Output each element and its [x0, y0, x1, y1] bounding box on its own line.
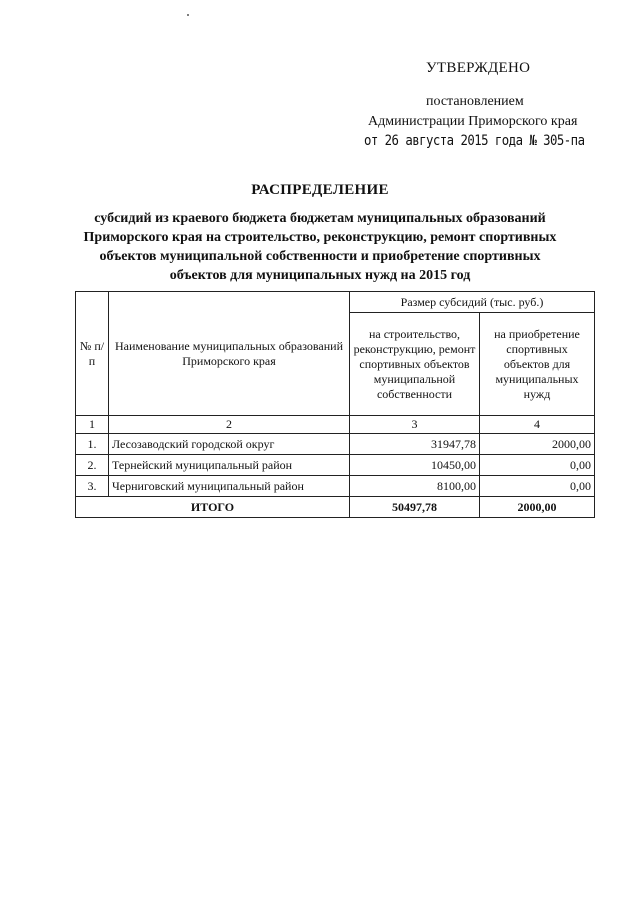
row-num: 2.: [76, 455, 109, 476]
row-num: 3.: [76, 476, 109, 497]
row-col4: 2000,00: [480, 434, 595, 455]
table-row: [76, 434, 595, 455]
title-main: РАСПРЕДЕЛЕНИЕ: [251, 182, 389, 198]
row-name: Черниговский муниципальный район: [109, 476, 350, 497]
header-row-1: [76, 292, 595, 313]
total-col3: 50497,78: [350, 497, 480, 518]
index-cell: 2: [109, 416, 350, 434]
approval-heading: УТВЕРЖДЕНО: [426, 60, 531, 76]
header-col3: на строительство, реконструкцию, ремонт спортивных объектов муниципальной собственности: [350, 313, 480, 416]
scan-speck: [187, 14, 189, 16]
row-col4: 0,00: [480, 455, 595, 476]
total-row: [76, 497, 595, 518]
title-line-4: объектов для муниципальных нужд на 2015 год: [169, 268, 471, 283]
index-cell: 1: [76, 416, 109, 434]
subsidy-table: [75, 291, 595, 518]
row-name: Лесозаводский городской округ: [109, 434, 350, 455]
header-name: Наименование муниципальных образований Приморского края: [109, 292, 350, 416]
row-col3: 31947,78: [350, 434, 480, 455]
row-name: Тернейский муниципальный район: [109, 455, 350, 476]
total-label: ИТОГО: [76, 497, 350, 518]
approval-line-2: Администрации Приморского края: [368, 114, 578, 129]
title-line-3: объектов муниципальной собственности и приобретение спортивных: [99, 249, 541, 264]
row-num: 1.: [76, 434, 109, 455]
approval-line-1: постановлением: [426, 94, 524, 109]
row-col3: 8100,00: [350, 476, 480, 497]
title-subtitle: [60, 209, 580, 285]
header-col4: на приобретение спортивных объектов для муниципальных нужд: [480, 313, 595, 416]
index-cell: 4: [480, 416, 595, 434]
header-num: № п/п: [76, 292, 109, 416]
total-col4: 2000,00: [480, 497, 595, 518]
row-col4: 0,00: [480, 476, 595, 497]
approval-line-3: от 26 августа 2015 года № 305-па: [364, 133, 585, 149]
document-title: [60, 182, 580, 285]
table-row: [76, 476, 595, 497]
header-group: Размер субсидий (тыс. руб.): [350, 292, 595, 313]
table-row: [76, 455, 595, 476]
index-row: [76, 416, 595, 434]
row-col3: 10450,00: [350, 455, 480, 476]
title-line-1: субсидий из краевого бюджета бюджетам муниципальных образований: [94, 211, 546, 226]
title-line-2: Приморского края на строительство, реконструкцию, ремонт спортивных: [83, 230, 557, 245]
index-cell: 3: [350, 416, 480, 434]
